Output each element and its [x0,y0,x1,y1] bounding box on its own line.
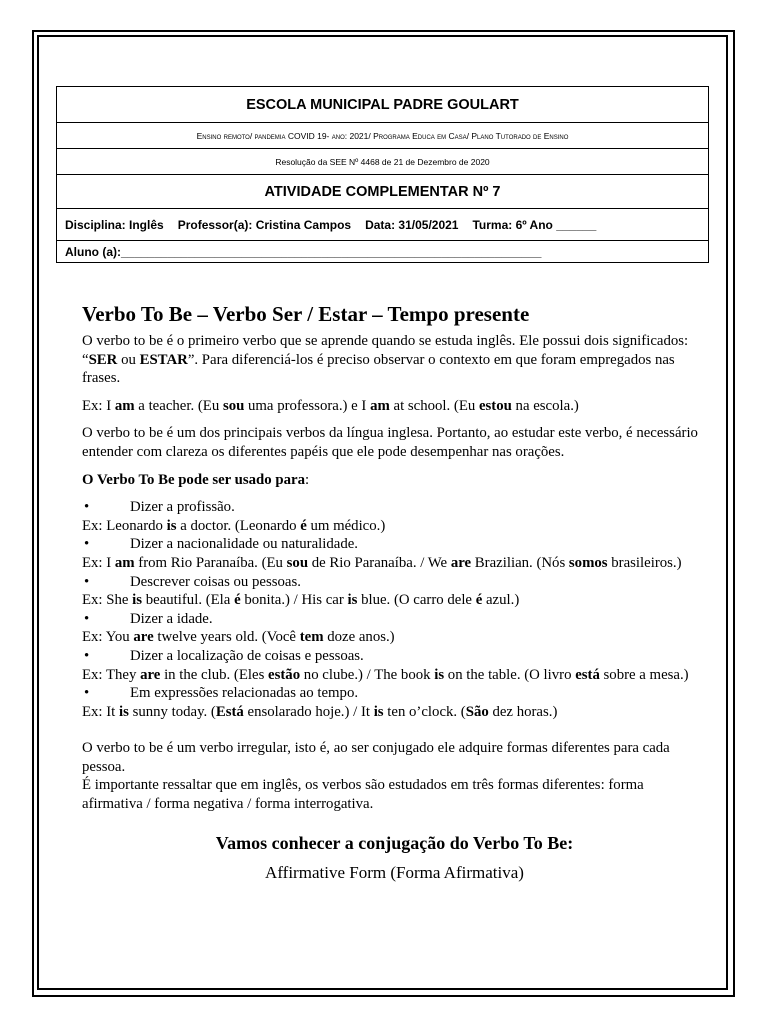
paragraph-2: O verbo to be é um dos principais verbos da língua inglesa. Portanto, ao estudar este verbo, é necessário entender com clareza os diferentes papéis que ele pode desempenhar nas orações. [82,425,698,460]
example-location: Ex: They are in the club. (Eles estão no clube.) / The book is on the table. (O livro está sobre a mesa.) [82,666,689,683]
bullet-age: • Dizer a idade. [84,610,213,627]
example-profession: Ex: Leonardo is a doctor. (Leonardo é um médico.) [82,517,386,534]
bullet-profession: • Dizer a profissão. [84,499,235,516]
school-header-table [56,86,709,263]
example-nationality: Ex: I am from Rio Paranaíba. (Eu sou de Rio Paranaíba. / We are Brazilian. (Nós somos brasileiros.) [82,554,682,571]
bullet-nationality: • Dizer a nacionalidade ou naturalidade. [84,536,359,553]
resolution-line: Resolução da SEE Nº 4468 de 21 de Dezembro de 2020 [57,149,708,175]
class-field: Turma: 6º Ano ______ [472,217,597,232]
bullet-describe: • Descrever coisas ou pessoas. [84,573,301,590]
school-name: ESCOLA MUNICIPAL PADRE GOULART [57,87,708,123]
lesson-title: Verbo To Be – Verbo Ser / Estar – Tempo presente [82,302,530,326]
intro-paragraph: O verbo to be é o primeiro verbo que se aprende quando se estuda inglês. Ele possui dois significados: “SER ou ESTAR”. Para diferenciá-los é preciso observar o contexto em que foram empregados nas frases. [82,333,689,387]
irregular-paragraph: O verbo to be é um verbo irregular, isto é, ao ser conjugado ele adquire formas diferentes para cada pessoa. [82,740,670,775]
student-name-field: Aluno (a):_______________________________________________________________ [65,244,542,259]
example-describe: Ex: She is beautiful. (Ela é bonita.) / His car is blue. (O carro dele é azul.) [82,592,520,609]
activity-title: ATIVIDADE COMPLEMENTAR Nº 7 [57,175,708,209]
bullet-weather-time: • Em expressões relacionadas ao tempo. [84,685,359,702]
example-1: Ex: I am a teacher. (Eu sou uma professora.) e I am at school. (Eu estou na escola.) [82,397,579,414]
affirmative-form-heading: Affirmative Form (Forma Afirmativa) [265,862,524,882]
conjugation-heading: Vamos conhecer a conjugação do Verbo To Be: [215,832,574,853]
remote-teaching-line: Ensino remoto/ pandemia COVID 19- ano: 2021/ Programa Educa em Casa/ Plano Tutorado de Ensino [57,123,708,149]
spacer [82,721,707,739]
uses-heading: O Verbo To Be pode ser usado para: [82,471,310,488]
example-age: Ex: You are twelve years old. (Você tem doze anos.) [82,629,395,646]
lesson-content [82,300,707,884]
bullet-location: • Dizer a localização de coisas e pessoas. [84,647,364,664]
example-weather-time: Ex: It is sunny today. (Está ensolarado hoje.) / It is ten o’clock. (São dez horas.) [82,703,558,720]
class-info-row [57,209,708,241]
date-field: Data: 31/05/2021 [365,217,459,232]
forms-paragraph: É importante ressaltar que em inglês, os verbos são estudados em três formas diferentes: forma afirmativa / forma negativa / forma interrogativa. [82,777,644,813]
discipline-field: Disciplina: Inglês [65,217,164,232]
teacher-field: Professor(a): Cristina Campos [177,217,352,232]
